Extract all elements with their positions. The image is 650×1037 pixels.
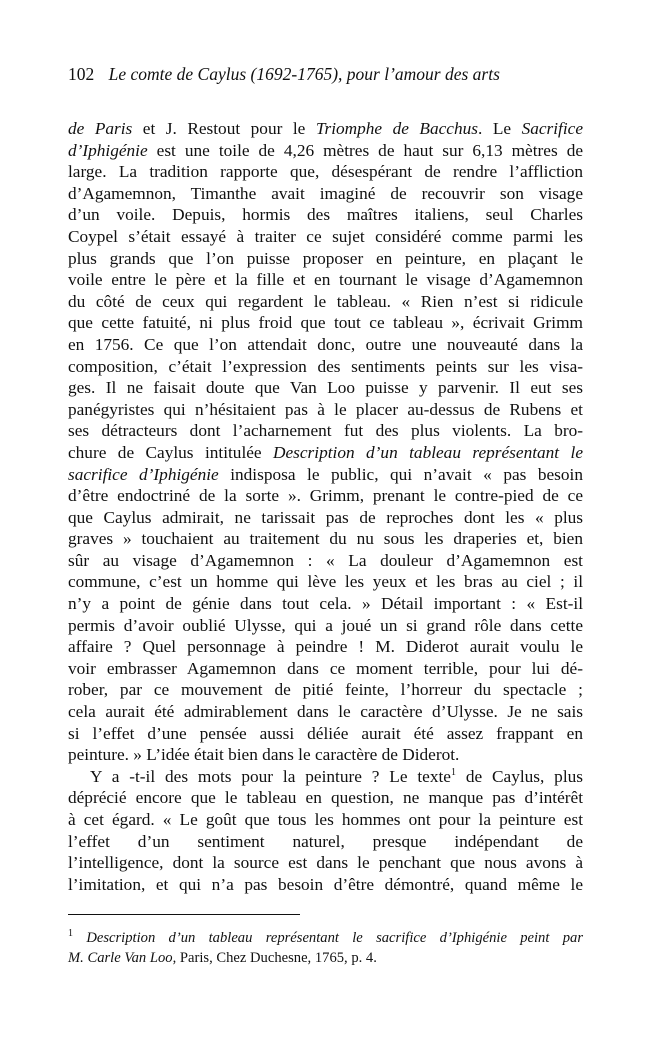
running-header: [68, 64, 500, 85]
text-line: [68, 928, 583, 948]
text-line: [68, 744, 583, 766]
text-segment: peinture. » L’idée était bien dans le caractère de Diderot.: [68, 745, 460, 765]
text-line: [68, 442, 583, 464]
text-line: [68, 809, 583, 831]
text-line: [68, 636, 583, 658]
body-text: [68, 118, 583, 895]
text-segment: large. La tradition rapporte que, désespérant de rendre l’affliction: [68, 162, 583, 182]
text-line: [68, 658, 583, 680]
text-segment: d’être endoctriné de la sorte ». Grimm, prenant le contre-pied de ce: [68, 486, 583, 506]
page-number: 102: [68, 64, 95, 84]
text-line: [68, 550, 583, 572]
text-line: [68, 528, 583, 550]
text-line: [68, 593, 583, 615]
text-line: [68, 248, 583, 270]
text-line: [68, 615, 583, 637]
text-line: [68, 420, 583, 442]
text-line: [68, 723, 583, 745]
text-line: [68, 312, 583, 334]
text-segment: l’intelligence, dont la source est dans le penchant que nous avons à: [68, 853, 583, 873]
text-segment: Y a -t-il des mots pour la peinture ? Le texte: [90, 766, 451, 786]
italic-text: Description d’un tableau représentant le: [273, 442, 583, 462]
text-segment: voir embrasser Agamemnon dans ce moment terrible, pour lui dé-: [68, 658, 583, 678]
text-segment: que cette fatuité, ni plus froid que tout ce tableau », écrivait Grimm: [68, 313, 583, 333]
text-segment: l’imitation, et qui n’a pas besoin d’être démontré, quand même le: [68, 874, 583, 894]
text-line: [68, 118, 583, 140]
text-line: [68, 766, 583, 788]
text-line: [68, 291, 583, 313]
text-segment: ges. Il ne faisait doute que Van Loo puisse y parvenir. Il eut ses: [68, 378, 583, 398]
text-segment: que Caylus admirait, ne tarissait pas de reproches dont les « plus: [68, 507, 583, 527]
text-line: [68, 852, 583, 874]
text-line: [68, 787, 583, 809]
footnote-divider: [68, 914, 300, 915]
text-segment: , Paris, Chez Duchesne, 1765, p. 4.: [172, 950, 377, 966]
text-segment: graves » touchaient au traitement du nu sous les draperies et, bien: [68, 529, 583, 549]
text-line: [68, 377, 583, 399]
footnote-marker: 1: [68, 928, 73, 940]
text-line: [68, 507, 583, 529]
text-line: [68, 204, 583, 226]
text-line: [68, 334, 583, 356]
italic-text: Description d’un tableau représentant le sacrifice d’Iphigénie peint par: [86, 930, 583, 946]
text-segment: d’Agamemnon, Timanthe avait imaginé de recouvrir son visage: [68, 183, 583, 203]
text-segment: Coypel s’était essayé à traiter ce sujet considéré comme parmi les: [68, 226, 583, 246]
text-line: [68, 571, 583, 593]
italic-text: Triomphe de Bacchus: [315, 119, 478, 138]
text-segment: en 1756. Ce que l’on attendait donc, outre une nouveauté dans la: [68, 334, 583, 354]
italic-text: M. Carle Van Loo: [68, 950, 173, 966]
footnote: [68, 928, 583, 968]
text-line: [68, 161, 583, 183]
text-line: [68, 485, 583, 507]
text-segment: plus grands que l’on puisse proposer en peinture, en plaçant le: [68, 248, 583, 268]
italic-text: d’Iphigénie: [68, 140, 148, 160]
running-title: Le comte de Caylus (1692-1765), pour l’amour des arts: [108, 64, 500, 84]
italic-text: sacrifice d’Iphigénie: [68, 464, 219, 484]
text-line: [68, 464, 583, 486]
text-line: [68, 356, 583, 378]
text-segment: ses détracteurs dont l’acharnement fut des plus violents. La bro-: [68, 421, 583, 441]
text-segment: commune, c’est un homme qui lève les yeux et les bras au ciel ; il: [68, 572, 583, 592]
text-line: [68, 679, 583, 701]
text-segment: voile entre le père et la fille et en tournant le visage d’Agamemnon: [68, 270, 583, 290]
text-line: [68, 226, 583, 248]
text-segment: composition, c’était l’expression des sentiments peints sur les visa-: [68, 356, 583, 376]
text-segment: chure de Caylus intitulée: [68, 442, 274, 462]
italic-text: Sacrifice: [521, 119, 583, 138]
text-segment: si l’effet d’une pensée aussi déliée aurait été assez frappant en: [68, 723, 583, 743]
text-segment: à cet égard. « Le goût que tous les hommes ont pour la peinture est: [68, 810, 583, 829]
text-line: [68, 874, 583, 896]
text-segment: rober, par ce mouvement de pitié feinte, l’horreur du spectacle ;: [68, 680, 583, 700]
text-line: [68, 183, 583, 205]
text-segment: d’un voile. Depuis, hormis des maîtres italiens, seul Charles: [68, 205, 583, 225]
text-segment: du côté de ceux qui regardent le tableau. « Rien n’est si ridicule: [68, 291, 583, 311]
text-segment: sûr au visage d’Agamemnon : « La douleur d’Agamemnon est: [68, 550, 583, 570]
text-line: [68, 701, 583, 723]
text-segment: . Le: [477, 119, 522, 138]
text-segment: de Caylus, plus: [455, 766, 583, 786]
text-segment: n’y a point de génie dans tout cela. » Détail important : « Est-il: [68, 594, 583, 614]
text-segment: l’effet d’un sentiment naturel, presque indépendant de: [68, 831, 583, 851]
text-segment: indisposa le public, qui n’avait « pas besoin: [218, 464, 583, 484]
text-segment: panégyristes qui n’hésitaient pas à le placer au-dessus de Rubens et: [68, 399, 583, 419]
text-segment: [73, 930, 86, 946]
text-segment: est une toile de 4,26 mètres de haut sur 6,13 mètres de: [147, 140, 583, 160]
text-segment: déprécié encore que le tableau en question, ne manque pas d’intérêt: [68, 788, 583, 808]
text-segment: cela aurait été admirablement dans le caractère d’Ulysse. Je ne sais: [68, 702, 583, 722]
text-segment: et J. Restout pour le: [132, 119, 316, 138]
text-segment: permis d’avoir oublié Ulysse, qui a joué un si grand rôle dans cette: [68, 615, 583, 635]
italic-text: de Paris: [68, 119, 133, 138]
text-line: [68, 269, 583, 291]
text-line: [68, 140, 583, 162]
text-line: [68, 831, 583, 853]
text-segment: affaire ? Quel personnage à peindre ! M. Diderot aurait voulu le: [68, 637, 583, 657]
footnote-marker: 1: [450, 767, 456, 779]
text-line: [68, 399, 583, 421]
text-line: [68, 948, 583, 968]
